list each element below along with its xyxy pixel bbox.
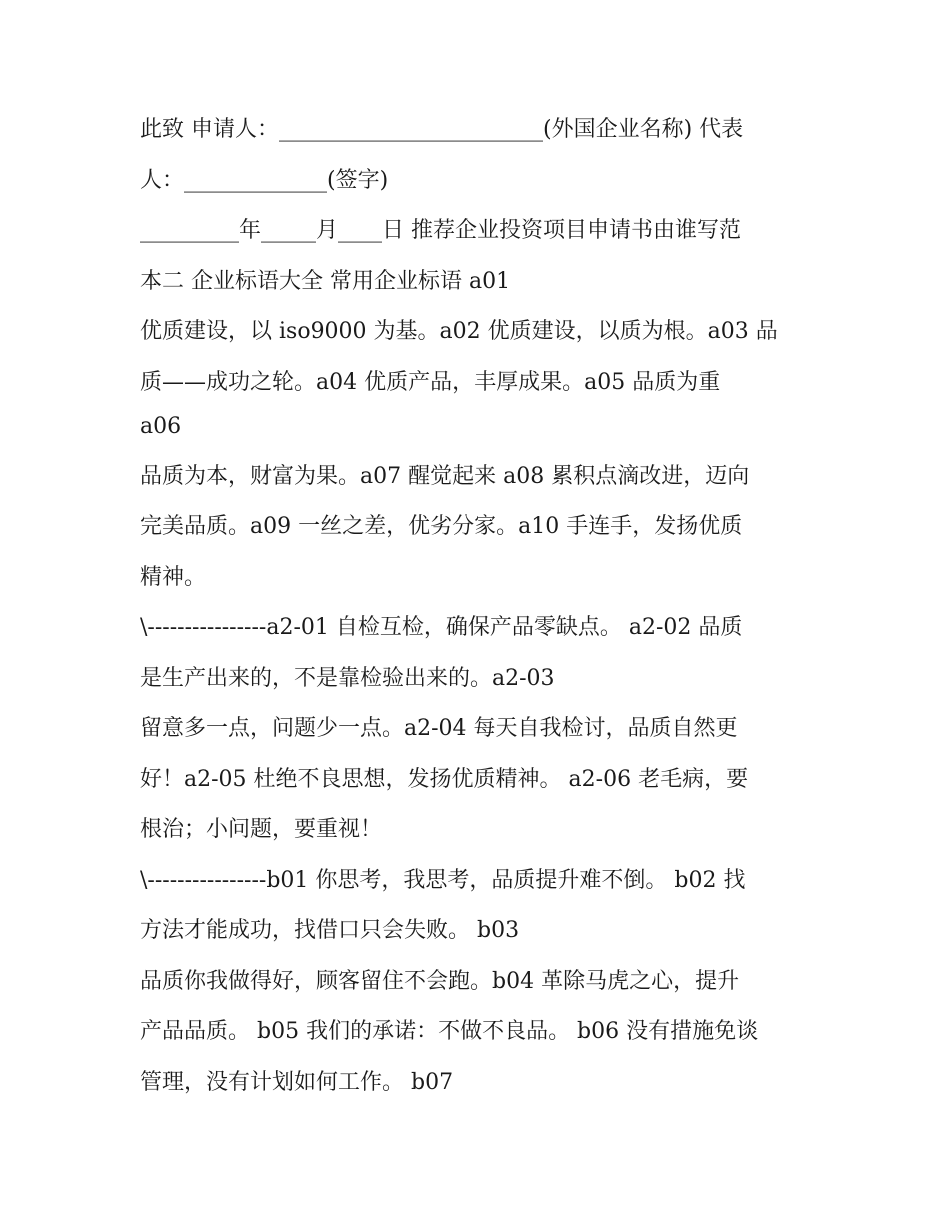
text-line: 品质为本，财富为果。a07 醒觉起来 a08 累积点滴改进，迈向 <box>140 464 750 489</box>
text-line: \----------------b01 你思考，我思考，品质提升难不倒。 b02 找 <box>140 868 746 893</box>
text-line: \----------------a2-01 自检互检，确保产品零缺点。 a2-02 品质 <box>140 615 743 640</box>
text-line: 好！a2-05 杜绝不良思想，发扬优质精神。 a2-06 老毛病，要 <box>140 767 749 792</box>
text-line: 根治；小问题，要重视！ <box>140 817 383 842</box>
text-line: 精神。 <box>140 565 207 590</box>
text-line: 是生产出来的，不是靠检验出来的。a2-03 <box>140 666 555 691</box>
text-line: 管理，没有计划如何工作。 b07 <box>140 1070 454 1095</box>
text-line: 质——成功之轮。a04 优质产品，丰厚成果。a05 品质为重 <box>140 370 721 395</box>
text-line: a06 <box>140 414 182 439</box>
text-line: 本二 企业标语大全 常用企业标语 a01 <box>140 269 511 294</box>
text-line: 产品品质。 b05 我们的承诺：不做不良品。 b06 没有措施免谈 <box>140 1019 759 1044</box>
text-line: 此致 申请人：________________________(外国企业名称) 代表 <box>140 117 744 142</box>
text-line: 品质你我做得好，顾客留住不会跑。b04 革除马虎之心，提升 <box>140 969 740 994</box>
text-line: 人：_____________(签字) <box>140 168 389 193</box>
text-line: 优质建设，以 iso9000 为基。a02 优质建设，以质为根。a03 品 <box>140 319 778 344</box>
text-line: _________年_____月____日 推荐企业投资项目申请书由谁写范 <box>140 218 741 243</box>
text-line: 完美品质。a09 一丝之差，优劣分家。a10 手连手，发扬优质 <box>140 514 743 539</box>
text-line: 留意多一点，问题少一点。a2-04 每天自我检讨，品质自然更 <box>140 716 738 741</box>
text-line: 方法才能成功，找借口只会失败。 b03 <box>140 918 520 943</box>
